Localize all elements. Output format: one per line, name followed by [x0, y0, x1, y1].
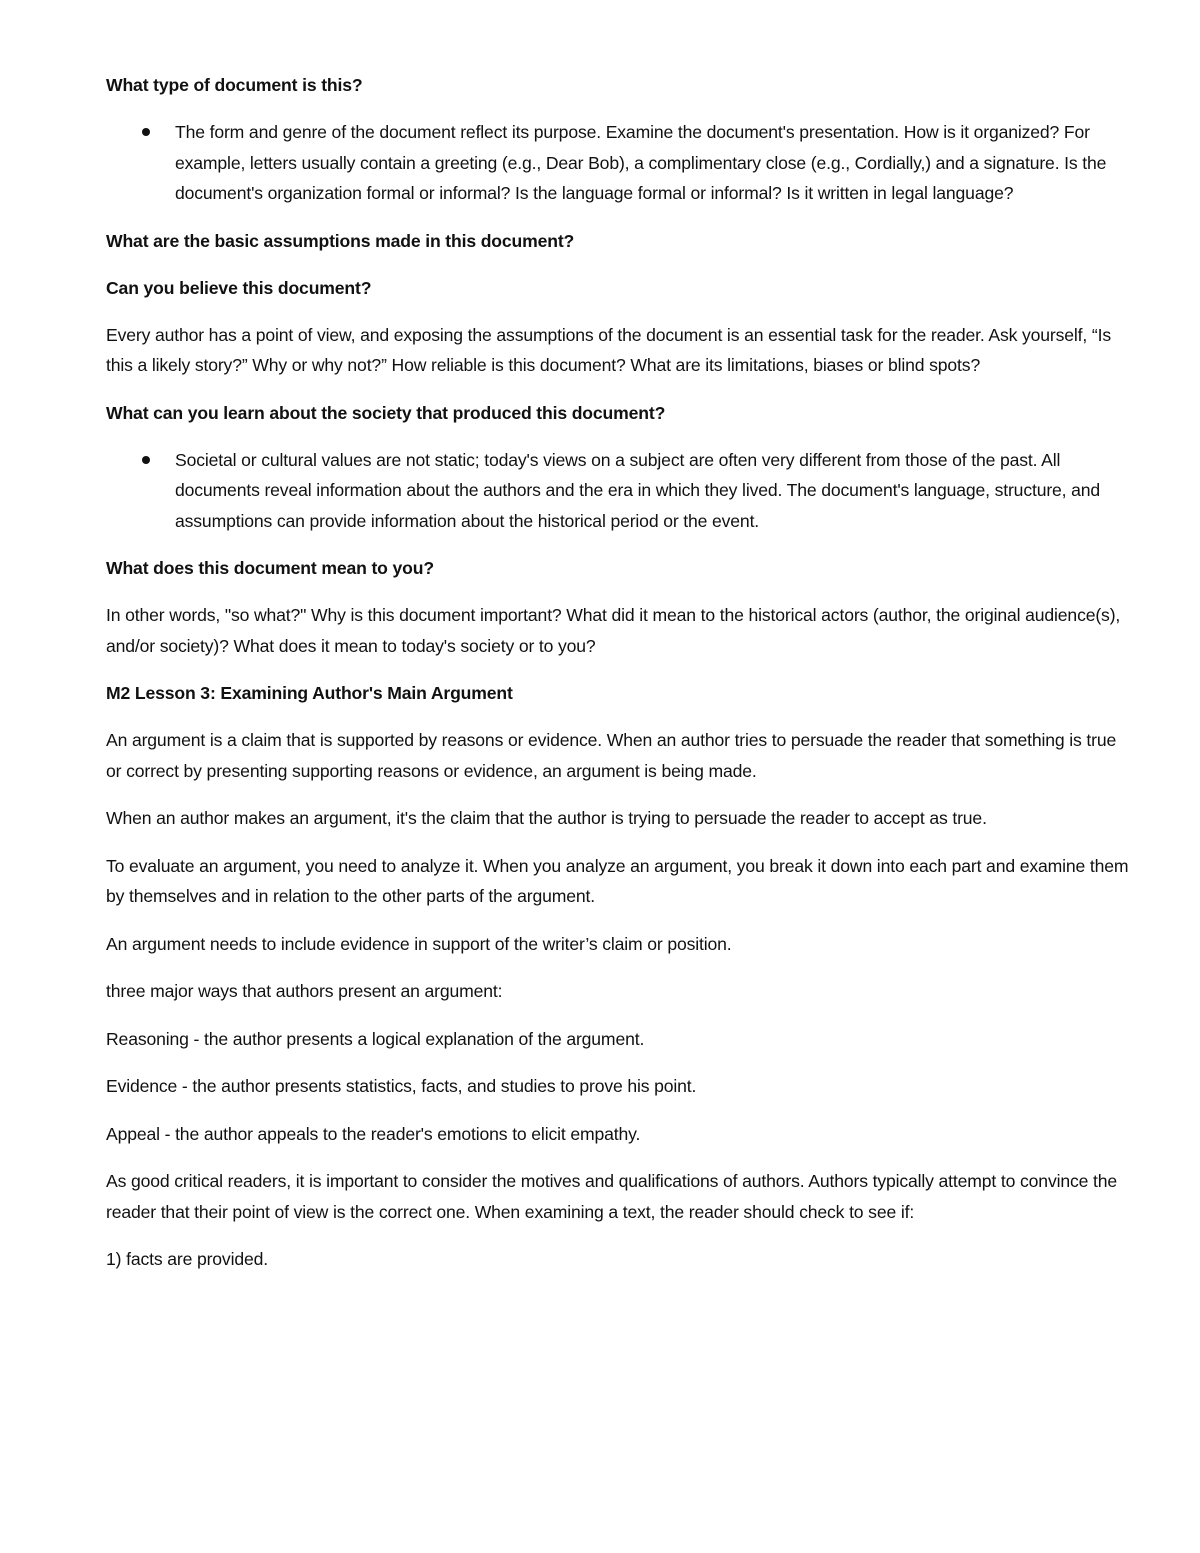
paragraph-critical-readers: As good critical readers, it is important to consider the motives and qualifications of authors. Authors typically attempt to convince the reader that their point of view is the correct one. When examining a text, the reader should check to see if: — [106, 1171, 1118, 1222]
document-page — [106, 70, 1136, 1292]
heading-believe-document: Can you believe this document? — [106, 277, 372, 298]
paragraph-evidence-needed: An argument needs to include evidence in support of the writer’s claim or position. — [106, 933, 732, 954]
paragraph-argument-definition: An argument is a claim that is supported by reasons or evidence. When an author tries to persuade the reader that something is true or correct by presenting supporting reasons or evidence, an argument is being made. — [106, 730, 1117, 781]
paragraph-author-claim: When an author makes an argument, it's the claim that the author is trying to persuade the reader to accept as true. — [106, 808, 987, 828]
paragraph-evidence: Evidence - the author presents statistics, facts, and studies to prove his point. — [106, 1076, 697, 1096]
bullet-icon — [142, 128, 150, 136]
bullet-list-document-type — [106, 117, 1136, 209]
paragraph-so-what: In other words, "so what?" Why is this document important? What did it mean to the historical actors (author, the original audience(s), and/or society)? What does it mean to today's society or to you? — [106, 605, 1121, 656]
paragraph-facts-provided: 1) facts are provided. — [106, 1249, 268, 1269]
bullet-text: Societal or cultural values are not static; today's views on a subject are often very different from those of the past. All documents reveal information about the authors and the era in which they lived. The document's language, structure, and assumptions can provide information about the historical period or the event. — [175, 449, 1101, 531]
bullet-list-society — [106, 445, 1136, 537]
heading-document-type: What type of document is this? — [106, 75, 363, 95]
paragraph-reasoning: Reasoning - the author presents a logical explanation of the argument. — [106, 1028, 645, 1049]
bullet-text: The form and genre of the document reflect its purpose. Examine the document's presentation. How is it organized? For example, letters usually contain a greeting (e.g., Dear Bob), a complimentary close (e.g., Cordially,) and a signature. Is the document's organization formal or informal? Is the language formal or informal? Is it written in legal language? — [175, 122, 1107, 203]
heading-society: What can you learn about the society that produced this document? — [106, 402, 666, 423]
paragraph-three-ways: three major ways that authors present an argument: — [106, 981, 503, 1001]
bullet-icon — [142, 456, 150, 464]
heading-lesson-3: M2 Lesson 3: Examining Author's Main Argument — [106, 683, 513, 703]
bullet-item-form-genre — [106, 117, 1136, 209]
paragraph-evaluate-argument: To evaluate an argument, you need to analyze it. When you analyze an argument, you break it down into each part and examine them by themselves and in relation to the other parts of the argument. — [106, 855, 1129, 906]
paragraph-point-of-view: Every author has a point of view, and exposing the assumptions of the document is an essential task for the reader. Ask yourself, “Is this a likely story?” Why or why not?” How reliable is this document? What are its limitations, biases or blind spots? — [106, 324, 1111, 375]
paragraph-appeal: Appeal - the author appeals to the reader's emotions to elicit empathy. — [106, 1123, 641, 1144]
heading-meaning: What does this document mean to you? — [106, 558, 434, 578]
bullet-item-societal-values — [106, 445, 1136, 537]
heading-basic-assumptions: What are the basic assumptions made in this document? — [106, 230, 575, 251]
